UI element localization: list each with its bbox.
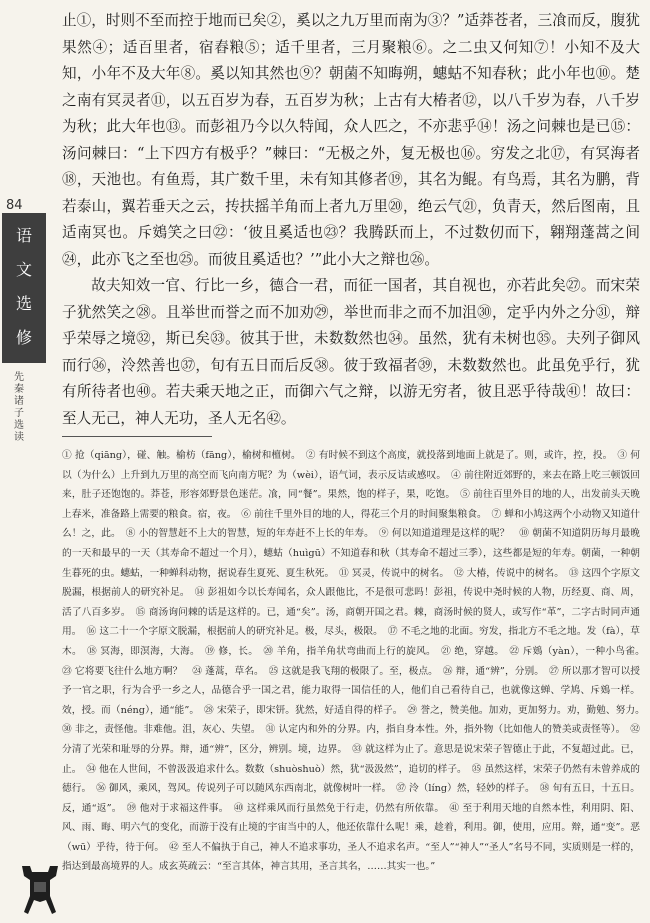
bronze-vessel-icon (16, 862, 64, 918)
footnote-divider (62, 436, 212, 437)
book-title: 先秦诸子选读 (14, 372, 24, 443)
main-paragraph-2: 故夫知效一官、行比一乡，德合一君，而征一国者，其自视也，亦若此矣㉗。而宋荣子犹然笑之㉘。且举世而誉之而不加劝㉙，举世而非之而不加沮㉚，定乎内外之分㉛，辩乎荣辱之境㉜，斯已矣㉝。彼其于世，未数数然也㉞。虽然，犹有未树也㉟。夫列子御风而行㊱，泠然善也㊲，旬有五日而后反㊳。彼于致福者㊴，未数数然也。此虽免乎行，犹有所待者也㊵。若夫乘天地之正，而御六气之辩，以游无穷者，彼且恶乎待哉㊶！故曰：至人无己，神人无功，圣人无名㊷。 (62, 277, 640, 427)
series-char-4: 修 (15, 328, 32, 347)
series-char-3: 选 (15, 294, 32, 313)
main-paragraph-1: 止①，时则不至而控于地而已矣②，奚以之九万里而南为③？”适莽苍者，三飡而反，腹犹果然④；适百里者，宿舂粮⑤；适千里者，三月聚粮⑥。之二虫又何知⑦！小知不及大知，小年不及大年⑧。奚以知其然也⑨？朝菌不知晦朔，蟪蛄不知春秋；此小年也⑩。楚之南有冥灵者⑪，以五百岁为春，五百岁为秋；上古有大椿者⑫，以八千岁为春，八千岁为秋；此大年也⑬。而彭祖乃今以久特闻，众人匹之，不亦悲乎⑭！汤之问棘也是已⑮：汤问棘曰：“上下四方有极乎？”棘曰：“无极之外，复无极也⑯。穷发之北⑰，有冥海者⑱，天池也。有鱼焉，其广数千里，未有知其修者⑲，其名为鲲。有鸟焉，其名为鹏，背若泰山，翼若垂天之云，抟扶摇羊角而上者九万里⑳，绝云气㉑，负青天，然后图南，且适南冥也。斥鴳笑之曰㉒：‘彼且奚适也㉓？我腾跃而上，不过数仞而下，翱翔蓬蒿之间㉔，此亦飞之至也㉕。而彼且奚适也？’”此小大之辩也㉖。 (62, 12, 640, 268)
series-banner (2, 213, 46, 363)
series-char-2: 文 (15, 260, 32, 279)
main-text (62, 8, 640, 432)
page-number: 84 (6, 198, 23, 213)
series-char-1: 语 (15, 226, 32, 245)
footnotes: ① 抢（qiāng），碰、触。榆枋（fāng），榆树和檀树。 ② 有时候不到这个高度，就投落到地面上就是了。则，或许，控，投。 ③ 何以（为什么）上升到九万里的高空而飞向南方呢？为（wèi），语气词，表示反诘或感叹。 ④ 前往附近郊野的，来去在路上吃三顿饭回来，肚子还饱饱的。莽苍，形容郊野景色迷茫。飡，同“餐”。果然，饱的样子，果，吃饱。 ⑤ 前往百里外目的地的人，出发前头天晚上春米，准备路上需要的粮食。宿，夜。 ⑥ 前往千里外目的地的人，得花三个月的时间聚集粮食。 ⑦ 蝉和小鸠这两个小动物又知道什么！之，此。 ⑧ 小的智慧赶不上大的智慧，短的年寿赶不上长的年寿。 ⑨ 何以知道道理是这样的呢？ ⑩ 朝菌不知道阴历每月最晚的一天和最早的一天（其寿命不超过一个月），蟪蛄（huìgū）不知道春和秋（其寿命不超过三季），这些都是短的年寿。朝菌，一种朝生暮死的虫。蟪蛄，一种蝉科动物，据说春生夏死、夏生秋死。 ⑪ 冥灵，传说中的树名。 ⑫ 大椿，传说中的树名。 ⑬ 这四个字原文脱漏，根据前人的研究补足。 ⑭ 彭祖如今以长寿闻名，众人跟他比，不是很可悲吗！彭祖，传说中尧时候的人物，历经夏、商、周，活了八百多岁。 ⑮ 商汤询问棘的话是这样的。已，通“矣”。汤，商朝开国之君。棘，商汤时候的贤人，或写作“革”，二字古时同声通用。 ⑯ 这二十一个字原文脱漏，根据前人的研究补足。极，尽头，极限。 ⑰ 不毛之地的北面。穷发，指北方不毛之地。发（fà），草木。 ⑱ 冥海，即溟海，大海。 ⑲ 修，长。 ⑳ 羊角，指羊角状弯曲而上行的旋风。 ㉑ 绝，穿越。 ㉒ 斥鴳（yàn），一种小鸟雀。 ㉓ 它将要飞往什么地方啊？ ㉔ 蓬蒿，草名。 ㉕ 这就是我飞翔的极限了。至，极点。 ㉖ 辩，通“辨”，分别。 ㉗ 所以那才智可以授予一官之职，行为合乎一乡之人，品德合乎一国之君，能力取得一国信任的人，他们自己看待自己，也就像这蝉、学鸠、斥鴳一样。效，授。而（néng），通“能”。 ㉘ 宋荣子，即宋钘。犹然，好适自得的样子。 ㉙ 誉之，赞美他。加劝，更加努力。劝，勤勉、努力。 ㉚ 非之，责怪他。非难他。沮，灰心、失望。 ㉛ 认定内和外的分界。内，指自身本性。外，指外物（比如他人的赞美或责怪等）。 ㉜ 分清了光荣和耻辱的分界。辩，通“辨”，区分，辨别。境，边界。 ㉝ 就这样为止了。意思是说宋荣子智德止于此，不复超过此。已，止。 ㉞ 他在人世间，不曾汲汲追求什么。数数（shuòshuò）然，犹“汲汲然”，追切的样子。 ㉟ 虽然这样，宋荣子仍然有未曾养成的德行。 ㊱ 御风，乘风，驾风。传说列子可以随风东西南北，就像树叶一样。 ㊲ 泠（líng）然，轻妙的样子。 ㊳ 旬有五日，十五日。反，通“返”。 ㊴ 他对于求福这件事。 ㊵ 这样乘风而行虽然免于行走，仍然有所依靠。 ㊶ 至于利用天地的自然本性，利用阴、阳、风、雨、晦、明六气的变化，而游于没有止境的宇宙当中的人，他还依靠什么呢！乘，趁着，利用。御，使用，应用。辩，通“变”。恶（wū）乎待，待于何。 ㊷ 至人不偏执于自己，神人不追求事功，圣人不追求名声。“至人”“神人”“圣人”名号不同，实质则是一样的，指达到最高境界的人。成玄英疏云：“至言其体，神言其用，圣言其名，……其实一也。” (62, 450, 650, 873)
